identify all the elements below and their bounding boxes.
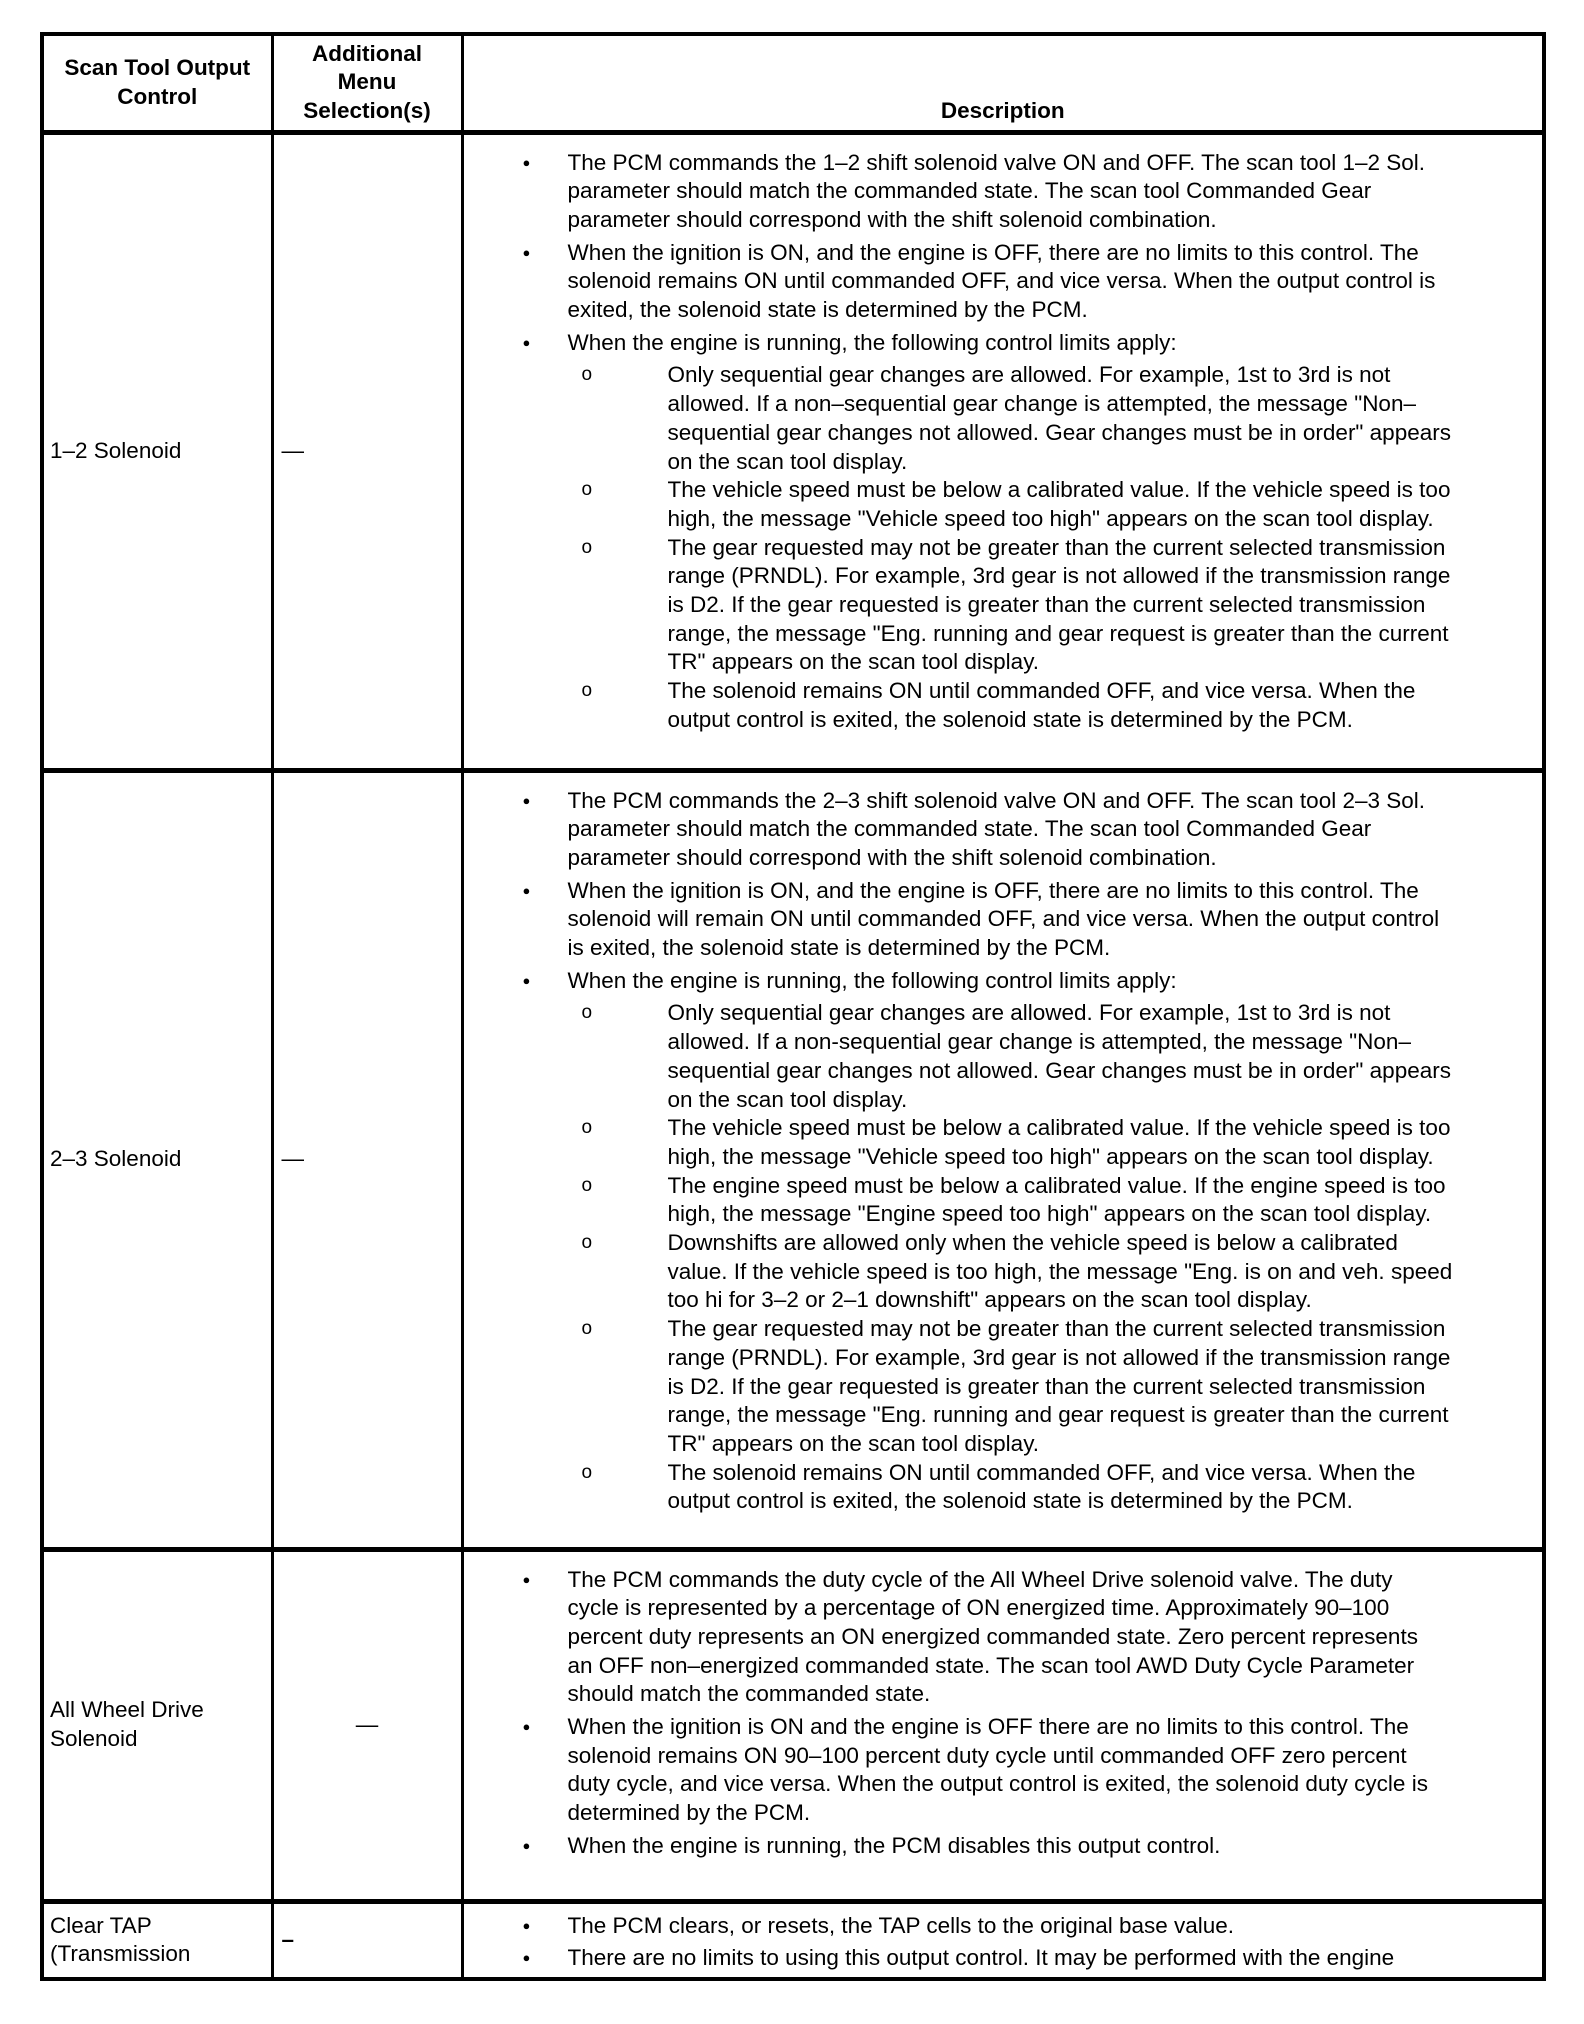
description-cell	[462, 1549, 1544, 1901]
bullet-text	[668, 1315, 1543, 1459]
text-line: The PCM commands the 1–2 shift solenoid valve ON and OFF. The scan tool 1–2 Sol.	[567, 149, 1426, 175]
bullet-text	[668, 677, 1543, 734]
output-control-table	[40, 32, 1546, 1981]
bullet-icon: ●	[522, 882, 531, 898]
text-line: value. If the vehicle speed is too high, the message "Eng. is on and veh. speed	[667, 1258, 1453, 1284]
text-line: range (PRNDL). For example, 3rd gear is not allowed if the transmission range	[667, 563, 1451, 589]
bullet-text	[568, 1944, 1543, 1973]
text-line: Downshifts are allowed only when the vehicle speed is below a calibrated	[667, 1230, 1398, 1256]
text-line: output control is exited, the solenoid state is determined by the PCM.	[667, 1488, 1353, 1514]
text-line: an OFF non–energized commanded state. The scan tool AWD Duty Cycle Parameter	[567, 1652, 1415, 1678]
header-control: Scan Tool Output Control	[42, 34, 272, 132]
control-cell: 1–2 Solenoid	[42, 132, 272, 770]
control-cell: Clear TAP (Transmission	[42, 1901, 272, 1979]
bullet-text	[668, 1229, 1543, 1315]
header-description: Description	[462, 34, 1544, 132]
bullet-icon: ●	[522, 1917, 531, 1933]
description-cell	[462, 132, 1544, 770]
text-line: too hi for 3–2 or 2–1 downshift" appears on the scan tool display.	[667, 1287, 1312, 1313]
bullet-text	[668, 999, 1543, 1114]
menu-cell: —	[272, 1549, 462, 1901]
table-row	[42, 1901, 1544, 1979]
bullet-text	[568, 239, 1543, 325]
text-line: percent duty represents an ON energized commanded state. Zero percent represents	[567, 1623, 1418, 1649]
text-line: determined by the PCM.	[567, 1800, 811, 1826]
bullet-text	[668, 1172, 1543, 1229]
control-cell: 2–3 Solenoid	[42, 770, 272, 1549]
sub-bullet-item	[464, 1315, 1543, 1459]
bullet-item	[464, 1832, 1543, 1861]
text-line: The vehicle speed must be below a calibrated value. If the vehicle speed is too	[667, 477, 1451, 503]
bullet-item	[464, 329, 1543, 358]
header-row	[42, 34, 1544, 132]
bullet-text	[668, 476, 1543, 533]
bullet-text	[668, 1459, 1543, 1516]
text-line: duty cycle, and vice versa. When the output control is exited, the solenoid duty cycle is	[567, 1771, 1428, 1797]
bullet-text	[568, 1566, 1543, 1710]
text-line: is D2. If the gear requested is greater than the current selected transmission	[667, 592, 1426, 618]
text-line: solenoid remains ON until commanded OFF, and vice versa. When the output control is	[567, 268, 1436, 294]
text-line: parameter should match the commanded state. The scan tool Commanded Gear	[567, 178, 1372, 204]
text-line: The PCM commands the 2–3 shift solenoid valve ON and OFF. The scan tool 2–3 Sol.	[567, 787, 1426, 813]
text-line: range, the message "Eng. running and gear request is greater than the current	[667, 1402, 1449, 1428]
bullet-text	[568, 329, 1543, 358]
sub-bullet-item	[464, 534, 1543, 678]
circle-bullet-icon: o	[581, 536, 593, 558]
bullet-icon: ●	[522, 1950, 531, 1966]
text-line: solenoid remains ON 90–100 percent duty cycle until commanded OFF zero percent	[567, 1742, 1407, 1768]
text-line: The solenoid remains ON until commanded OFF, and vice versa. When the	[667, 1459, 1416, 1485]
circle-bullet-icon: o	[581, 1232, 593, 1254]
text-line: cycle is represented by a percentage of ON energized time. Approximately 90–100	[567, 1595, 1390, 1621]
circle-bullet-icon: o	[581, 1461, 593, 1483]
bullet-icon: ●	[522, 244, 531, 260]
text-line: When the ignition is ON, and the engine is OFF, there are no limits to this control. The	[567, 877, 1419, 903]
bullet-text	[668, 361, 1543, 476]
circle-bullet-icon: o	[581, 364, 593, 386]
sub-bullet-item	[464, 1459, 1543, 1516]
text-line: When the engine is running, the PCM disables this output control.	[567, 1832, 1221, 1858]
text-line: range (PRNDL). For example, 3rd gear is not allowed if the transmission range	[667, 1344, 1451, 1370]
bullet-text	[568, 787, 1543, 873]
sub-bullet-item	[464, 1114, 1543, 1171]
text-line: The gear requested may not be greater than the current selected transmission	[667, 1316, 1446, 1342]
text-line: sequential gear changes not allowed. Gear changes must be in order" appears	[667, 419, 1451, 445]
bullet-item	[464, 1912, 1543, 1941]
bullet-text	[568, 1713, 1543, 1828]
sub-bullet-item	[464, 361, 1543, 476]
text-line: exited, the solenoid state is determined by the PCM.	[567, 297, 1088, 323]
bullet-icon: ●	[522, 792, 531, 808]
bullet-text	[668, 1114, 1543, 1171]
text-line: The engine speed must be below a calibrated value. If the engine speed is too	[667, 1172, 1446, 1198]
bullet-item	[464, 877, 1543, 963]
description-cell	[462, 770, 1544, 1549]
bullet-icon: ●	[522, 1719, 531, 1735]
text-line: parameter should correspond with the shift solenoid combination.	[567, 844, 1217, 870]
text-line: high, the message "Engine speed too high" appears on the scan tool display.	[667, 1201, 1432, 1227]
text-line: high, the message "Vehicle speed too high" appears on the scan tool display.	[667, 505, 1434, 531]
text-line: on the scan tool display.	[667, 448, 908, 474]
text-line: The gear requested may not be greater than the current selected transmission	[667, 534, 1446, 560]
circle-bullet-icon: o	[581, 1318, 593, 1340]
bullet-text	[668, 534, 1543, 678]
bullet-text	[568, 1912, 1543, 1941]
text-line: allowed. If a non-sequential gear change is attempted, the message "Non–	[667, 1029, 1411, 1055]
bullet-text	[568, 149, 1543, 235]
text-line: parameter should correspond with the shift solenoid combination.	[567, 206, 1217, 232]
text-line: The PCM commands the duty cycle of the All Wheel Drive solenoid valve. The duty	[567, 1566, 1393, 1592]
text-line: TR" appears on the scan tool display.	[667, 1430, 1040, 1456]
text-line: range, the message "Eng. running and gear request is greater than the current	[667, 620, 1449, 646]
header-menu: Additional Menu Selection(s)	[272, 34, 462, 132]
text-line: The solenoid remains ON until commanded OFF, and vice versa. When the	[667, 678, 1416, 704]
text-line: When the ignition is ON, and the engine is OFF, there are no limits to this control. The	[567, 239, 1419, 265]
menu-cell: —	[272, 132, 462, 770]
table-row	[42, 1549, 1544, 1901]
sub-bullet-item	[464, 677, 1543, 734]
description-cell	[462, 1901, 1544, 1979]
text-line: When the engine is running, the following control limits apply:	[567, 329, 1177, 355]
text-line: should match the commanded state.	[567, 1681, 931, 1707]
text-line: When the engine is running, the following control limits apply:	[567, 967, 1177, 993]
text-line: There are no limits to using this output control. It may be performed with the engine	[567, 1945, 1395, 1971]
text-line: solenoid will remain ON until commanded OFF, and vice versa. When the output control	[567, 906, 1440, 932]
table-row	[42, 770, 1544, 1549]
text-line: on the scan tool display.	[667, 1086, 908, 1112]
text-line: high, the message "Vehicle speed too high" appears on the scan tool display.	[667, 1143, 1434, 1169]
text-line: allowed. If a non–sequential gear change is attempted, the message "Non–	[667, 391, 1416, 417]
circle-bullet-icon: o	[581, 1002, 593, 1024]
bullet-item	[464, 1713, 1543, 1828]
text-line: parameter should match the commanded state. The scan tool Commanded Gear	[567, 816, 1372, 842]
text-line: is exited, the solenoid state is determined by the PCM.	[567, 935, 1111, 961]
text-line: When the ignition is ON and the engine is OFF there are no limits to this control. The	[567, 1714, 1409, 1740]
bullet-item	[464, 1566, 1543, 1710]
text-line: Only sequential gear changes are allowed. For example, 1st to 3rd is not	[667, 362, 1391, 388]
sub-bullet-item	[464, 476, 1543, 533]
bullet-icon: ●	[522, 334, 531, 350]
sub-bullet-item	[464, 1172, 1543, 1229]
text-line: sequential gear changes not allowed. Gear changes must be in order" appears	[667, 1057, 1451, 1083]
circle-bullet-icon: o	[581, 1174, 593, 1196]
bullet-item	[464, 787, 1543, 873]
circle-bullet-icon: o	[581, 1117, 593, 1139]
bullet-item	[464, 149, 1543, 235]
bullet-item	[464, 967, 1543, 996]
bullet-icon: ●	[522, 1837, 531, 1853]
table-row	[42, 132, 1544, 770]
text-line: is D2. If the gear requested is greater than the current selected transmission	[667, 1373, 1426, 1399]
text-line: The vehicle speed must be below a calibrated value. If the vehicle speed is too	[667, 1115, 1451, 1141]
bullet-icon: ●	[522, 972, 531, 988]
bullet-item	[464, 239, 1543, 325]
text-line: TR" appears on the scan tool display.	[667, 649, 1040, 675]
text-line: The PCM clears, or resets, the TAP cells to the original base value.	[567, 1912, 1235, 1938]
text-line: Only sequential gear changes are allowed. For example, 1st to 3rd is not	[667, 1000, 1391, 1026]
menu-cell: —	[272, 770, 462, 1549]
bullet-icon: ●	[522, 154, 531, 170]
bullet-text	[568, 1832, 1543, 1861]
bullet-item	[464, 1944, 1543, 1973]
bullet-text	[568, 877, 1543, 963]
sub-bullet-item	[464, 999, 1543, 1114]
bullet-text	[568, 967, 1543, 996]
bullet-icon: ●	[522, 1571, 531, 1587]
menu-cell: –	[272, 1901, 462, 1979]
circle-bullet-icon: o	[581, 479, 593, 501]
control-cell: All Wheel Drive Solenoid	[42, 1549, 272, 1901]
text-line: output control is exited, the solenoid state is determined by the PCM.	[667, 706, 1353, 732]
sub-bullet-item	[464, 1229, 1543, 1315]
circle-bullet-icon: o	[581, 680, 593, 702]
